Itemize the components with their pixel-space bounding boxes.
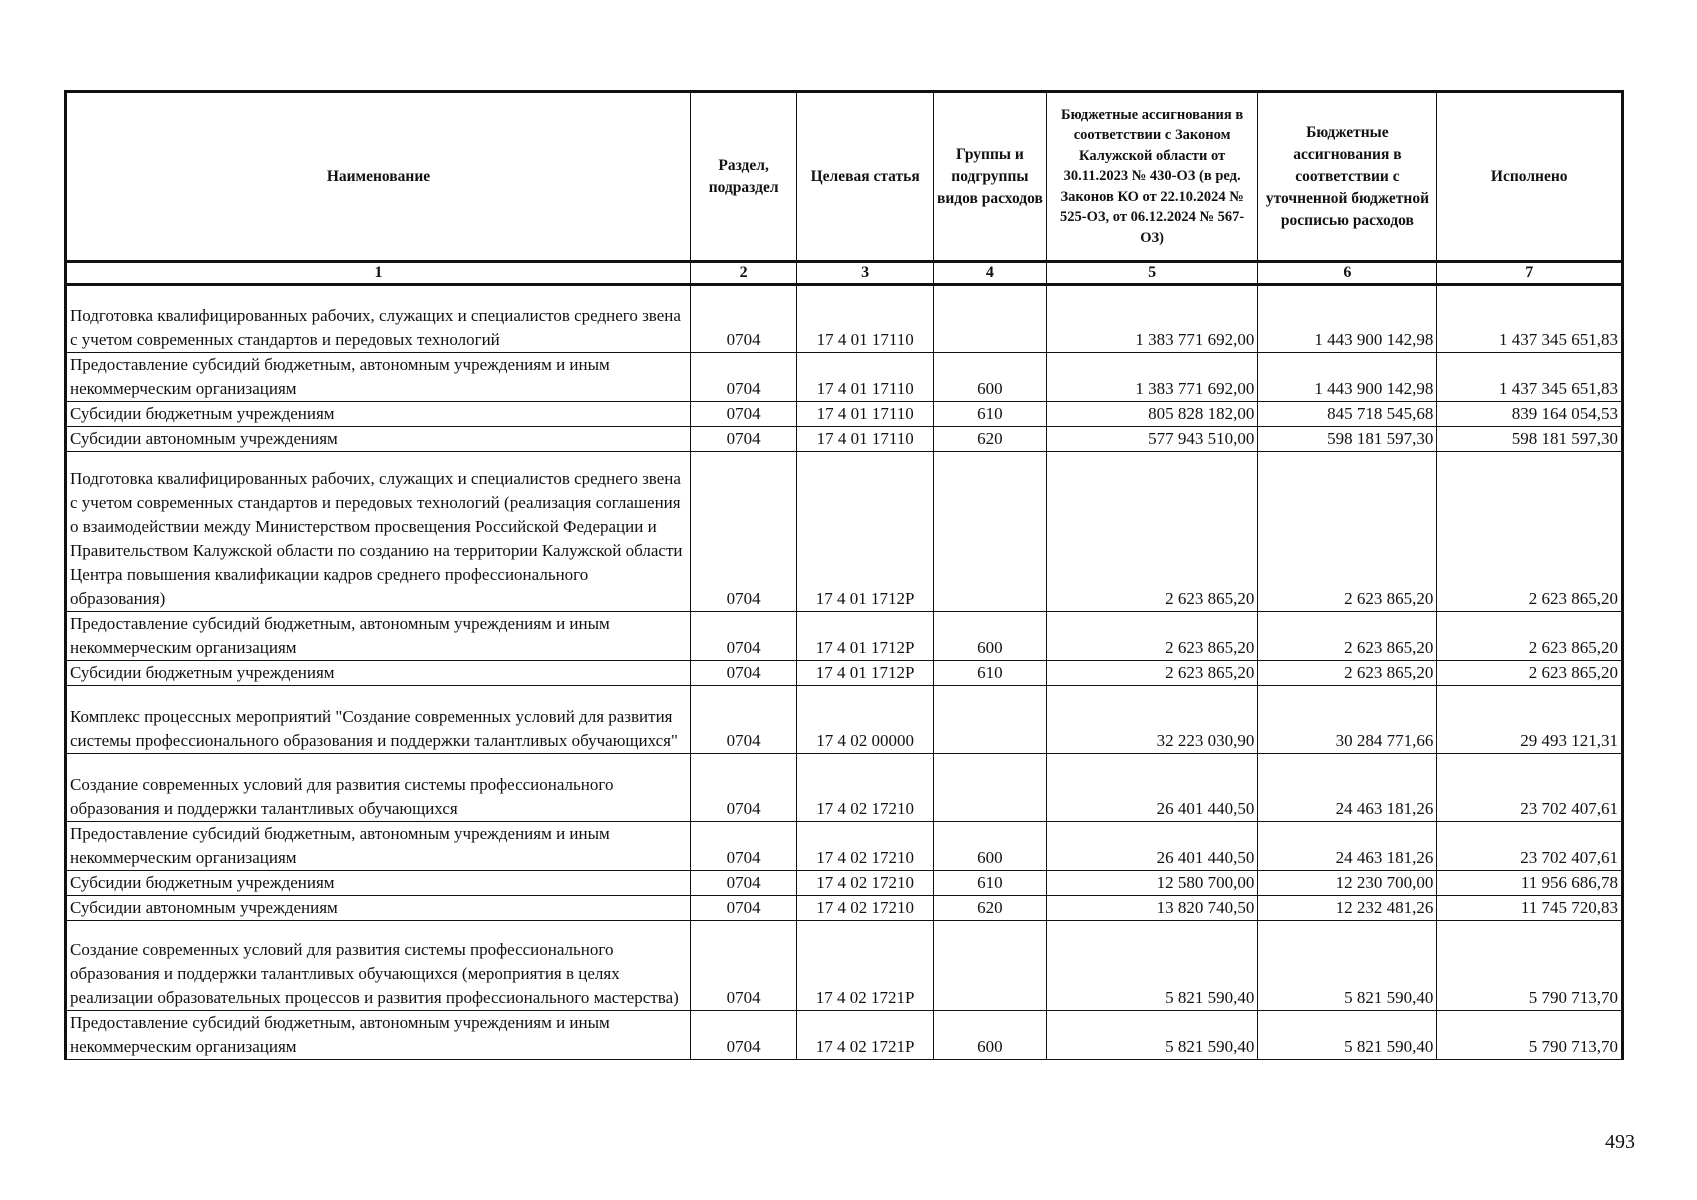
table-row <box>66 452 1623 612</box>
row-executed: 2 623 865,20 <box>1437 452 1623 612</box>
row-statya: 17 4 02 1721Р <box>797 921 934 1011</box>
row-name: Предоставление субсидий бюджетным, автономным учреждениям и иным некоммерческим организациям <box>66 822 691 871</box>
row-razdel: 0704 <box>690 1011 796 1060</box>
column-number: 7 <box>1437 262 1623 285</box>
row-razdel: 0704 <box>690 871 796 896</box>
table-row <box>66 285 1623 353</box>
header-budget-law: Бюджетные ассигнования в соответствии с Законом Калужской области от 30.11.2023 № 430-ОЗ (в ред. Законов КО от 22.10.2024 № 525-ОЗ, от 06.12.2024 № 567-ОЗ) <box>1046 92 1258 262</box>
row-razdel: 0704 <box>690 402 796 427</box>
row-gruppa <box>934 921 1047 1011</box>
row-name: Предоставление субсидий бюджетным, автономным учреждениям и иным некоммерческим организациям <box>66 1011 691 1060</box>
row-name: Подготовка квалифицированных рабочих, служащих и специалистов среднего звена с учетом современных стандартов и передовых технологий (реализация соглашения о взаимодействии между Министерством просвещения Российской Федерации и Правительством Калужской области по созданию на территории Калужской области Центра повышения квалификации кадров среднего профессионального образования) <box>66 452 691 612</box>
row-budget-law: 5 821 590,40 <box>1046 921 1258 1011</box>
table-row <box>66 871 1623 896</box>
row-gruppa: 600 <box>934 612 1047 661</box>
row-razdel: 0704 <box>690 452 796 612</box>
row-razdel: 0704 <box>690 921 796 1011</box>
row-budget-refined: 2 623 865,20 <box>1258 452 1437 612</box>
page-number: 493 <box>1605 1131 1635 1153</box>
table-row <box>66 353 1623 402</box>
row-razdel: 0704 <box>690 427 796 452</box>
row-statya: 17 4 02 17210 <box>797 754 934 822</box>
row-budget-refined: 12 232 481,26 <box>1258 896 1437 921</box>
row-budget-refined: 5 821 590,40 <box>1258 1011 1437 1060</box>
row-statya: 17 4 02 1721Р <box>797 1011 934 1060</box>
table-row <box>66 612 1623 661</box>
row-budget-refined: 12 230 700,00 <box>1258 871 1437 896</box>
row-budget-law: 1 383 771 692,00 <box>1046 285 1258 353</box>
row-budget-refined: 1 443 900 142,98 <box>1258 285 1437 353</box>
row-executed: 23 702 407,61 <box>1437 754 1623 822</box>
column-number: 6 <box>1258 262 1437 285</box>
table-row <box>66 921 1623 1011</box>
row-executed: 11 956 686,78 <box>1437 871 1623 896</box>
row-razdel: 0704 <box>690 661 796 686</box>
header-row <box>66 92 1623 262</box>
row-budget-law: 32 223 030,90 <box>1046 686 1258 754</box>
budget-table <box>64 90 1624 1060</box>
row-budget-refined: 845 718 545,68 <box>1258 402 1437 427</box>
row-budget-law: 805 828 182,00 <box>1046 402 1258 427</box>
header-statya: Целевая статья <box>797 92 934 262</box>
row-executed: 598 181 597,30 <box>1437 427 1623 452</box>
row-executed: 29 493 121,31 <box>1437 686 1623 754</box>
row-razdel: 0704 <box>690 612 796 661</box>
row-name: Создание современных условий для развития системы профессионального образования и поддержки талантливых обучающихся <box>66 754 691 822</box>
header-name: Наименование <box>66 92 691 262</box>
column-number: 2 <box>690 262 796 285</box>
table-row <box>66 754 1623 822</box>
column-number: 4 <box>934 262 1047 285</box>
header-budget-refined: Бюджетные ассигнования в соответствии с уточненной бюджетной росписью расходов <box>1258 92 1437 262</box>
table-row <box>66 661 1623 686</box>
row-executed: 2 623 865,20 <box>1437 661 1623 686</box>
row-executed: 1 437 345 651,83 <box>1437 353 1623 402</box>
row-name: Субсидии бюджетным учреждениям <box>66 661 691 686</box>
table-row <box>66 896 1623 921</box>
column-number-row <box>66 262 1623 285</box>
row-gruppa <box>934 754 1047 822</box>
row-budget-refined: 24 463 181,26 <box>1258 822 1437 871</box>
column-number: 1 <box>66 262 691 285</box>
row-statya: 17 4 02 17210 <box>797 871 934 896</box>
table-row <box>66 686 1623 754</box>
row-razdel: 0704 <box>690 686 796 754</box>
row-razdel: 0704 <box>690 822 796 871</box>
header-gruppa: Группы и подгруппы видов расходов <box>934 92 1047 262</box>
row-statya: 17 4 01 1712Р <box>797 661 934 686</box>
row-executed: 2 623 865,20 <box>1437 612 1623 661</box>
row-executed: 5 790 713,70 <box>1437 1011 1623 1060</box>
table-row <box>66 402 1623 427</box>
row-gruppa: 600 <box>934 353 1047 402</box>
row-executed: 23 702 407,61 <box>1437 822 1623 871</box>
row-budget-law: 13 820 740,50 <box>1046 896 1258 921</box>
row-razdel: 0704 <box>690 353 796 402</box>
header-executed: Исполнено <box>1437 92 1623 262</box>
row-gruppa: 620 <box>934 896 1047 921</box>
row-statya: 17 4 02 17210 <box>797 896 934 921</box>
row-name: Предоставление субсидий бюджетным, автономным учреждениям и иным некоммерческим организациям <box>66 353 691 402</box>
row-statya: 17 4 01 17110 <box>797 402 934 427</box>
row-budget-refined: 30 284 771,66 <box>1258 686 1437 754</box>
row-budget-law: 2 623 865,20 <box>1046 452 1258 612</box>
row-gruppa: 610 <box>934 402 1047 427</box>
row-budget-law: 12 580 700,00 <box>1046 871 1258 896</box>
row-razdel: 0704 <box>690 896 796 921</box>
column-number: 3 <box>797 262 934 285</box>
row-razdel: 0704 <box>690 285 796 353</box>
row-name: Субсидии бюджетным учреждениям <box>66 871 691 896</box>
row-gruppa: 600 <box>934 1011 1047 1060</box>
row-executed: 1 437 345 651,83 <box>1437 285 1623 353</box>
row-statya: 17 4 02 17210 <box>797 822 934 871</box>
row-budget-law: 577 943 510,00 <box>1046 427 1258 452</box>
row-name: Субсидии автономным учреждениям <box>66 896 691 921</box>
row-name: Предоставление субсидий бюджетным, автономным учреждениям и иным некоммерческим организациям <box>66 612 691 661</box>
table-row <box>66 822 1623 871</box>
row-statya: 17 4 01 17110 <box>797 353 934 402</box>
budget-table-container <box>64 90 1624 1060</box>
row-budget-refined: 1 443 900 142,98 <box>1258 353 1437 402</box>
row-budget-law: 1 383 771 692,00 <box>1046 353 1258 402</box>
row-budget-refined: 2 623 865,20 <box>1258 661 1437 686</box>
row-name: Создание современных условий для развития системы профессионального образования и поддержки талантливых обучающихся (мероприятия в целях реализации образовательных процессов и развития профессионального мастерства) <box>66 921 691 1011</box>
row-budget-refined: 24 463 181,26 <box>1258 754 1437 822</box>
row-statya: 17 4 01 1712Р <box>797 452 934 612</box>
row-budget-law: 2 623 865,20 <box>1046 612 1258 661</box>
row-razdel: 0704 <box>690 754 796 822</box>
row-statya: 17 4 02 00000 <box>797 686 934 754</box>
row-budget-law: 26 401 440,50 <box>1046 754 1258 822</box>
row-name: Подготовка квалифицированных рабочих, служащих и специалистов среднего звена с учетом современных стандартов и передовых технологий <box>66 285 691 353</box>
row-gruppa: 610 <box>934 661 1047 686</box>
row-budget-law: 5 821 590,40 <box>1046 1011 1258 1060</box>
row-budget-refined: 5 821 590,40 <box>1258 921 1437 1011</box>
table-row <box>66 1011 1623 1060</box>
row-budget-law: 2 623 865,20 <box>1046 661 1258 686</box>
row-budget-law: 26 401 440,50 <box>1046 822 1258 871</box>
row-name: Комплекс процессных мероприятий "Создание современных условий для развития системы профессионального образования и поддержки талантливых обучающихся" <box>66 686 691 754</box>
row-statya: 17 4 01 17110 <box>797 285 934 353</box>
row-statya: 17 4 01 1712Р <box>797 612 934 661</box>
row-executed: 5 790 713,70 <box>1437 921 1623 1011</box>
row-budget-refined: 2 623 865,20 <box>1258 612 1437 661</box>
row-gruppa: 620 <box>934 427 1047 452</box>
row-gruppa: 600 <box>934 822 1047 871</box>
row-executed: 839 164 054,53 <box>1437 402 1623 427</box>
row-gruppa: 610 <box>934 871 1047 896</box>
column-number: 5 <box>1046 262 1258 285</box>
table-row <box>66 427 1623 452</box>
row-name: Субсидии автономным учреждениям <box>66 427 691 452</box>
header-razdel: Раздел, подраздел <box>690 92 796 262</box>
row-executed: 11 745 720,83 <box>1437 896 1623 921</box>
row-gruppa <box>934 285 1047 353</box>
row-statya: 17 4 01 17110 <box>797 427 934 452</box>
row-name: Субсидии бюджетным учреждениям <box>66 402 691 427</box>
row-gruppa <box>934 686 1047 754</box>
row-budget-refined: 598 181 597,30 <box>1258 427 1437 452</box>
row-gruppa <box>934 452 1047 612</box>
